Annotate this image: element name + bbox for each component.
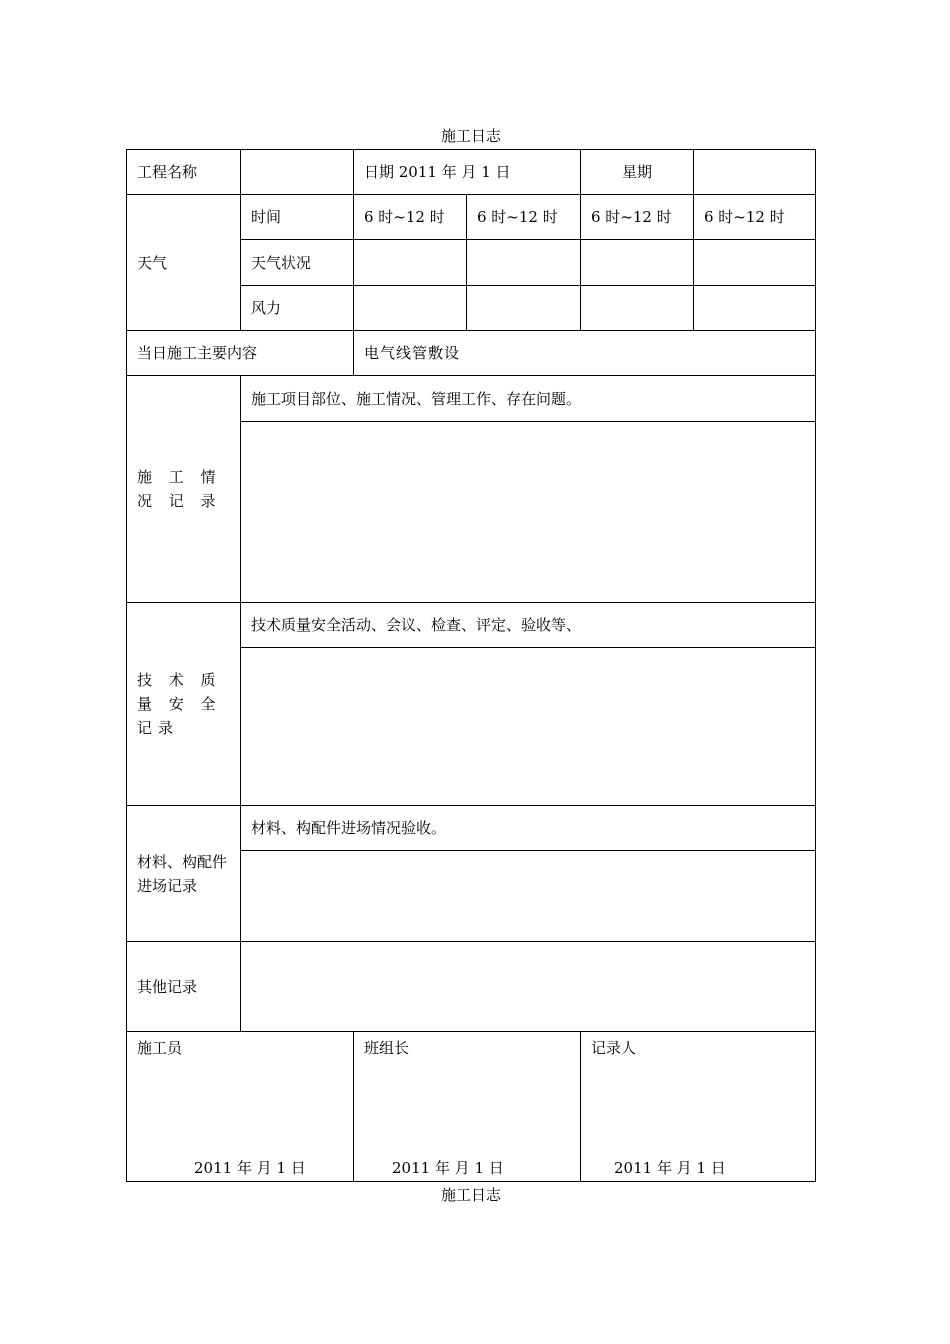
signature-team-leader-date: 2011 年 月 1 日 bbox=[392, 1159, 504, 1177]
signature-recorder-cell[interactable] bbox=[580, 1031, 816, 1182]
wind-field-1[interactable] bbox=[353, 285, 466, 330]
wind-field-2[interactable] bbox=[466, 285, 580, 330]
weather-label: 天气 bbox=[126, 194, 240, 330]
signature-constructor-label: 施工员 bbox=[137, 1039, 183, 1057]
signature-recorder-label: 记录人 bbox=[591, 1039, 637, 1057]
construction-record-cell bbox=[126, 375, 240, 602]
signature-team-leader-cell[interactable] bbox=[353, 1031, 580, 1182]
wind-field-3[interactable] bbox=[580, 285, 693, 330]
project-name-label: 工程名称 bbox=[126, 149, 240, 194]
page-title: 施工日志 bbox=[440, 127, 501, 145]
signature-recorder-date: 2011 年 月 1 日 bbox=[614, 1159, 726, 1177]
weather-condition-field-3[interactable] bbox=[580, 239, 693, 285]
weather-time-1: 6 时~12 时 bbox=[353, 194, 466, 239]
main-content-label: 当日施工主要内容 bbox=[126, 330, 353, 375]
weather-condition-field-1[interactable] bbox=[353, 239, 466, 285]
weekday-label: 星期 bbox=[580, 149, 693, 194]
construction-record-field[interactable] bbox=[240, 421, 816, 602]
weather-condition-field-2[interactable] bbox=[466, 239, 580, 285]
construction-record-hint: 施工项目部位、施工情况、管理工作、存在问题。 bbox=[240, 375, 816, 421]
construction-record-label: 施 工 情 况 记 录 bbox=[137, 468, 222, 510]
quality-record-label: 技 术 质 量 安 全记录 bbox=[137, 671, 222, 737]
weather-time-4: 6 时~12 时 bbox=[693, 194, 816, 239]
footer-title: 施工日志 bbox=[440, 1186, 501, 1204]
weather-condition-field-4[interactable] bbox=[693, 239, 816, 285]
weekday-field[interactable] bbox=[693, 149, 816, 194]
other-record-field[interactable] bbox=[240, 941, 816, 1031]
signature-team-leader-label: 班组长 bbox=[364, 1039, 410, 1057]
signature-constructor-cell[interactable] bbox=[126, 1031, 353, 1182]
quality-record-cell bbox=[126, 602, 240, 805]
quality-record-field[interactable] bbox=[240, 647, 816, 805]
wind-label: 风力 bbox=[240, 285, 353, 330]
main-content-value[interactable]: 电气线管敷设 bbox=[353, 330, 816, 375]
construction-log-table bbox=[126, 149, 816, 1182]
weather-time-3: 6 时~12 时 bbox=[580, 194, 693, 239]
weather-condition-label: 天气状况 bbox=[240, 239, 353, 285]
material-record-field[interactable] bbox=[240, 850, 816, 941]
material-record-cell bbox=[126, 805, 240, 941]
wind-field-4[interactable] bbox=[693, 285, 816, 330]
material-record-label: 材料、构配件进场记录 bbox=[137, 852, 228, 895]
date-field[interactable]: 日期 2011 年 月 1 日 bbox=[353, 149, 580, 194]
material-record-hint: 材料、构配件进场情况验收。 bbox=[240, 805, 816, 850]
quality-record-hint: 技术质量安全活动、会议、检查、评定、验收等、 bbox=[240, 602, 816, 647]
other-record-label: 其他记录 bbox=[126, 941, 240, 1031]
project-name-field[interactable] bbox=[240, 149, 353, 194]
signature-constructor-date: 2011 年 月 1 日 bbox=[194, 1159, 306, 1177]
weather-time-label: 时间 bbox=[240, 194, 353, 239]
weather-time-2: 6 时~12 时 bbox=[466, 194, 580, 239]
